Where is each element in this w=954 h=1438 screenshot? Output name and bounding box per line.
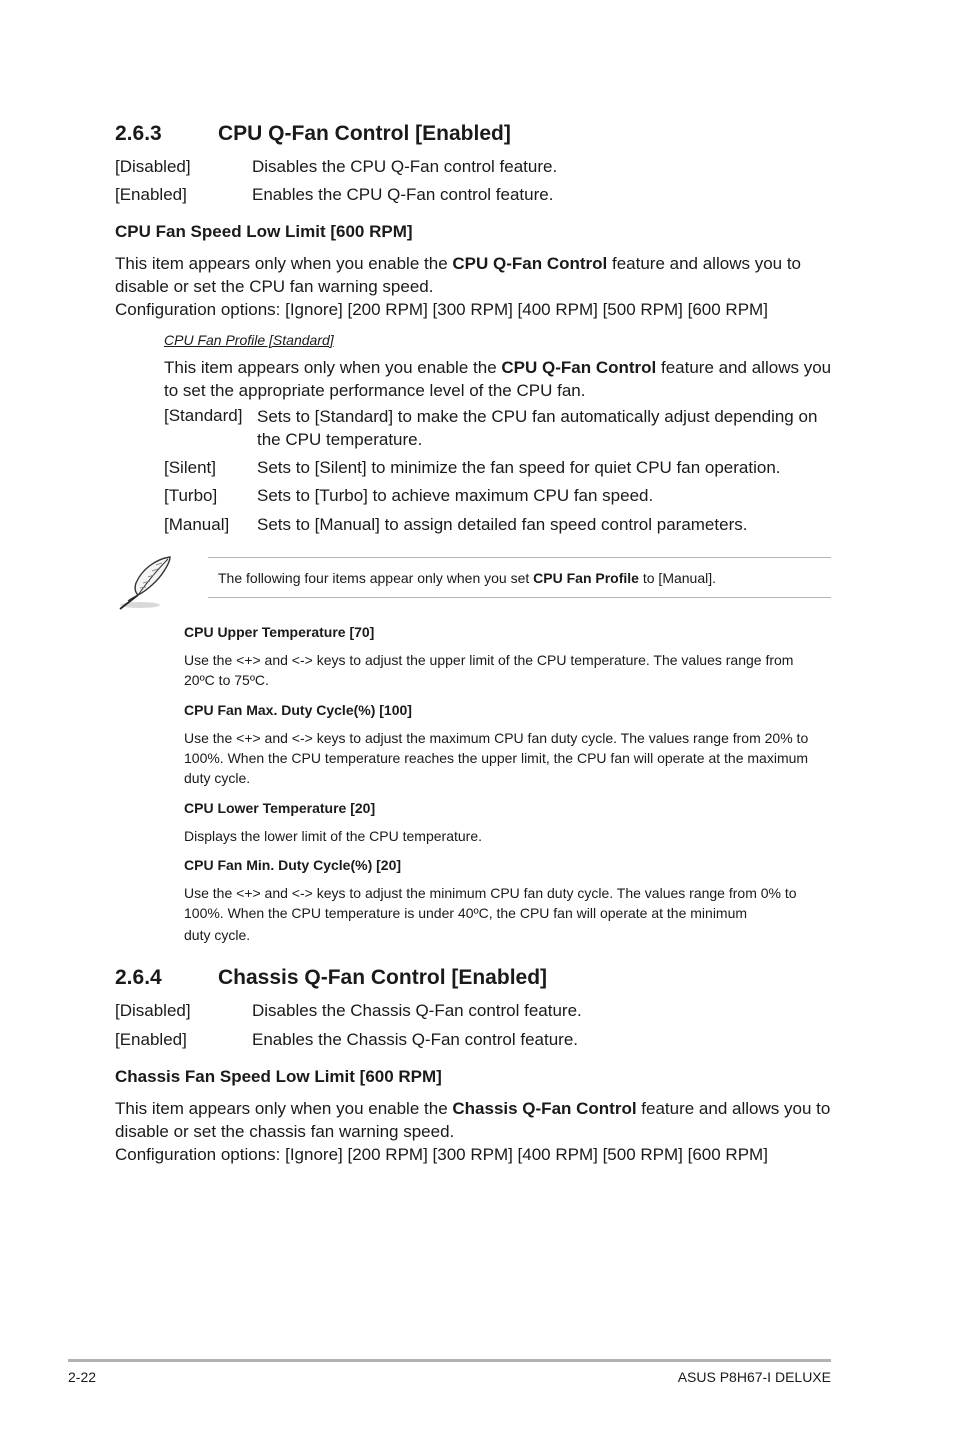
option-key: [Standard] bbox=[164, 406, 243, 425]
subitem-heading: CPU Upper Temperature [70] bbox=[184, 624, 375, 640]
note-bottom-rule bbox=[208, 597, 831, 598]
subitem-desc-tail: duty cycle. bbox=[184, 927, 251, 943]
section-number: 2.6.4 bbox=[115, 966, 162, 989]
item-paragraph bbox=[115, 1097, 835, 1166]
text-run: feature and allows you to disable or set the chassis fan warning speed. bbox=[115, 1099, 831, 1141]
note-top-rule bbox=[208, 557, 831, 558]
option-key: [Disabled] bbox=[115, 1001, 191, 1020]
item-heading: Chassis Fan Speed Low Limit [600 RPM] bbox=[115, 1067, 442, 1086]
text-run: This item appears only when you enable the bbox=[164, 358, 502, 377]
section-heading-2-6-4 bbox=[115, 966, 835, 994]
subitem-paragraph bbox=[164, 356, 834, 402]
subitem-heading: CPU Fan Profile [Standard] bbox=[164, 332, 334, 348]
subitem-heading: CPU Lower Temperature [20] bbox=[184, 800, 376, 816]
option-desc: Enables the Chassis Q-Fan control feature. bbox=[252, 1030, 578, 1049]
option-key: [Silent] bbox=[164, 458, 216, 477]
text-run: This item appears only when you enable the bbox=[115, 1099, 453, 1118]
footer-rule bbox=[68, 1359, 831, 1362]
feather-pen-icon bbox=[112, 553, 174, 613]
config-options: Configuration options: [Ignore] [200 RPM] [300 RPM] [400 RPM] [500 RPM] [600 RPM] bbox=[115, 1145, 768, 1164]
text-run: feature and allows you to set the appropriate performance level of the CPU fan. bbox=[164, 358, 832, 400]
section-number: 2.6.3 bbox=[115, 122, 162, 145]
section-heading-2-6-3 bbox=[115, 122, 835, 150]
option-desc: Enables the CPU Q-Fan control feature. bbox=[252, 185, 554, 204]
subitem-desc: Displays the lower limit of the CPU temperature. bbox=[184, 828, 482, 844]
bold-term: CPU Q-Fan Control bbox=[501, 358, 657, 377]
subitem-heading: CPU Fan Max. Duty Cycle(%) [100] bbox=[184, 702, 412, 718]
option-key: [Enabled] bbox=[115, 1030, 187, 1049]
subitem-desc: Use the <+> and <-> keys to adjust the upper limit of the CPU temperature. The values range from 20ºC to 75ºC. bbox=[184, 652, 794, 688]
option-key: [Turbo] bbox=[164, 486, 218, 505]
option-key: [Enabled] bbox=[115, 185, 187, 204]
option-key: [Disabled] bbox=[115, 157, 191, 176]
bold-term: CPU Q-Fan Control bbox=[452, 254, 608, 273]
section-title: Chassis Q-Fan Control [Enabled] bbox=[218, 966, 548, 989]
note-text bbox=[218, 570, 716, 586]
option-desc: Sets to [Turbo] to achieve maximum CPU fan speed. bbox=[257, 486, 654, 505]
option-desc: Disables the CPU Q-Fan control feature. bbox=[252, 157, 558, 176]
bold-term: CPU Fan Profile bbox=[533, 570, 639, 586]
text-run: feature and allows you to disable or set the CPU fan warning speed. bbox=[115, 254, 801, 296]
subitem-desc: Use the <+> and <-> keys to adjust the maximum CPU fan duty cycle. The values range from 20% to 100%. When the CPU temperature reaches the upper limit, the CPU fan will operate at the maximum duty cycle. bbox=[184, 730, 809, 786]
option-key: [Manual] bbox=[164, 515, 230, 534]
subitem-heading: CPU Fan Min. Duty Cycle(%) [20] bbox=[184, 857, 402, 873]
item-paragraph bbox=[115, 252, 835, 321]
text-run: The following four items appear only when you set bbox=[218, 570, 534, 586]
text-run: This item appears only when you enable the bbox=[115, 254, 453, 273]
item-heading: CPU Fan Speed Low Limit [600 RPM] bbox=[115, 222, 413, 241]
option-desc: Sets to [Silent] to minimize the fan speed for quiet CPU fan operation. bbox=[257, 458, 781, 477]
section-title: CPU Q-Fan Control [Enabled] bbox=[218, 122, 511, 145]
subitem-desc: Use the <+> and <-> keys to adjust the minimum CPU fan duty cycle. The values range from 0% to 100%. When the CPU temperature is under 40ºC, the CPU fan will operate at the minimum bbox=[184, 885, 797, 921]
page-number: 2-22 bbox=[68, 1369, 97, 1385]
config-options: Configuration options: [Ignore] [200 RPM] [300 RPM] [400 RPM] [500 RPM] [600 RPM] bbox=[115, 300, 768, 319]
option-desc: Disables the Chassis Q-Fan control feature. bbox=[252, 1001, 582, 1020]
text-run: to [Manual]. bbox=[638, 570, 717, 586]
option-desc: Sets to [Standard] to make the CPU fan automatically adjust depending on the CPU temperature. bbox=[257, 407, 818, 449]
product-name: ASUS P8H67-I DELUXE bbox=[677, 1369, 831, 1385]
bold-term: Chassis Q-Fan Control bbox=[452, 1099, 637, 1118]
option-desc: Sets to [Manual] to assign detailed fan speed control parameters. bbox=[257, 515, 748, 534]
